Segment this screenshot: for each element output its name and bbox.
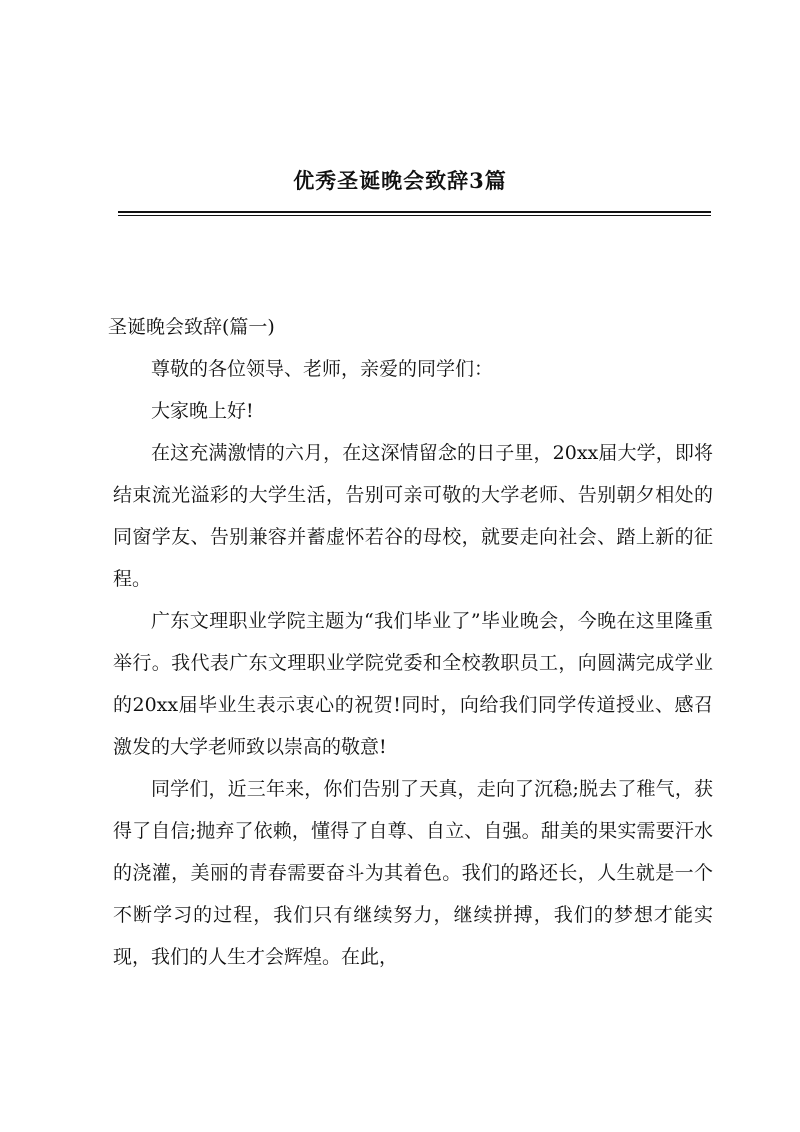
document-title: 优秀圣诞晚会致辞3篇 <box>293 168 507 193</box>
section-heading: 圣诞晚会致辞(篇一) <box>108 316 275 338</box>
body-paragraph: 同学们，近三年来，你们告别了天真，走向了沉稳;脱去了稚气，获得了自信;抛弃了依赖，懂得了自尊、自立、自强。甜美的果实需要汗水的浇灌，美丽的青春需要奋斗为其着色。我们的路还长，人生就是一个不断学习的过程，我们只有继续努力，继续拼搏，我们的梦想才能实现，我们的人生才会辉煌。在此， <box>113 778 713 968</box>
salutation-paragraph: 尊敬的各位领导、老师，亲爱的同学们： <box>151 358 494 380</box>
body-paragraph: 在这充满激情的六月，在这深情留念的日子里，20xx届大学，即将结束流光溢彩的大学生活，告别可亲可敬的大学老师、告别朝夕相处的同窗学友、告别兼容并蓄虚怀若谷的母校，就要走向社会、踏上新的征程。 <box>113 442 713 590</box>
document-body <box>108 306 713 978</box>
greeting-paragraph: 大家晚上好! <box>151 400 254 422</box>
body-paragraph: 广东文理职业学院主题为“我们毕业了”毕业晚会，今晚在这里隆重举行。我代表广东文理职业学院党委和全校教职员工，向圆满完成学业的20xx届毕业生表示衷心的祝贺!同时，向给我们同学传道授业、感召激发的大学老师致以崇高的敬意! <box>113 610 713 758</box>
title-divider-thick <box>118 211 711 213</box>
title-divider-thin <box>118 215 711 216</box>
